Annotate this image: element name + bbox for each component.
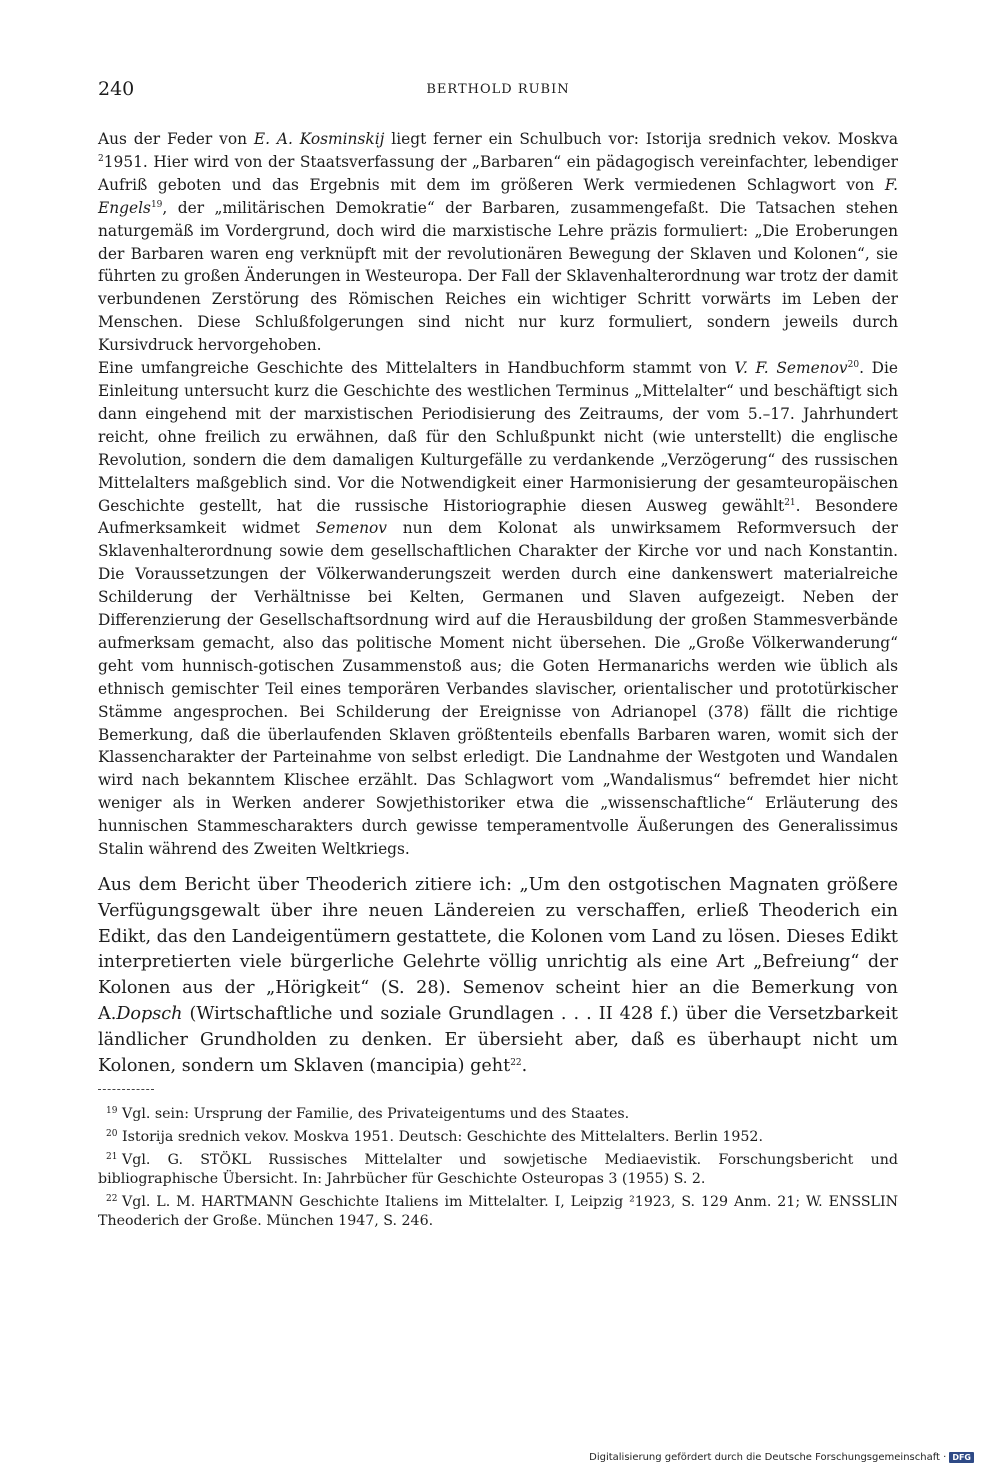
text-run: nun dem Kolonat als unwirksamem Reformversuch der Sklavenhalterordnung sowie dem gesellschaftlichen Charakter der Kirche vor und nach Konstantin. Die Voraussetzungen der Völkerwanderungszeit werden durch eine dankenswert materialreiche Schilderung der Verhältnisse bei Kelten, Germanen und Slaven aufgezeigt. Neben der Differenzierung der Gesellschaftsordnung wird auf die Herausbildung der großen Stammesverbände aufmerksam gemacht, also das politische Moment nicht übersehen. Die „Große Völkerwanderung“ geht vom hunnisch-gotischen Zusammenstoß aus; die Goten Hermanarichs werden wie üblich als ethnisch gemischter Teil eines temporären Verbandes slavischer, orientalischer und prototürkischer Stämme angesprochen. Bei Schilderung der Ereignisse von Adrianopel (378) fällt die richtige Bemerkung, daß die überlaufenden Sklaven größtenteils ebenfalls Barbaren waren, womit sich der Klassencharakter der Parteinahme von selbst erledigt. Die Landnahme der Westgoten und Wandalen wird nach bekanntem Klischee erzählt. Das Schlagwort vom „Wandalismus“ befremdet hier nicht weniger als in Werken anderer Sowjethistoriker etwa die „wissenschaftliche“ Erläuterung des hunnischen Stammescharakters durch gewisse temperamentvolle Äußerungen des Generalissimus Stalin während des Zweiten Weltkriegs.: [98, 519, 898, 859]
paragraph-3: [98, 873, 898, 1079]
text-run: .: [521, 1055, 528, 1076]
page-number: 240: [98, 78, 135, 100]
footnote-ref: 19: [150, 199, 163, 210]
footnote-text: Istorija srednich vekov. Moskva 1951. Deutsch: Geschichte des Mittelalters. Berlin 1952.: [122, 1128, 763, 1145]
text-run: Eine umfangreiche Geschichte des Mittelalters in Handbuchform stammt von: [98, 359, 735, 378]
text-run: Aus der Feder von: [98, 130, 254, 148]
footnote-number: 22: [106, 1193, 118, 1204]
digitization-credit: [589, 1452, 974, 1463]
text-run: . Besondere Aufmerksamkeit widmet: [98, 496, 898, 538]
footnote-ref: 20: [847, 360, 860, 371]
edition-mark: 2: [98, 153, 104, 164]
author-name: Semenov: [315, 519, 387, 538]
footnotes: [98, 1102, 898, 1232]
text-run: 1951. Hier wird von der Staatsverfassung der „Barbaren“ ein pädagogisch vereinfachter, lebendiger Aufriß geboten und das Ergebnis mit dem im größeren Werk vermiedenen Schlagwort von: [98, 152, 898, 194]
footnote: [98, 1102, 898, 1125]
footnote-text: Vgl. L. M. HARTMANN Geschichte Italiens im Mittelalter. I, Leipzig ²1923, S. 129 Anm. 21; W. ENSSLIN Theoderich der Große. München 1947, S. 246.: [98, 1193, 898, 1230]
author-name: Dopsch: [116, 1003, 183, 1024]
paragraph-2: [98, 357, 898, 861]
author-name: F. Engels: [98, 175, 898, 217]
footnote-text: Vgl. sein: Ursprung der Familie, des Privateigentums und des Staates.: [122, 1106, 630, 1123]
text-run: . Die Einleitung untersucht kurz die Geschichte des westlichen Terminus „Mittelalter“ und beschäftigt sich dann eingehend mit der marxistischen Periodisierung des Zeitraums, der vom 5.–17. Jahrhundert reicht, ohne freilich zu erwähnen, daß für den Schlußpunkt nicht (wie unterstellt) die englische Revolution, sondern die dem damaligen Kulturgefälle zu verdankende „Verzögerung“ des russischen Mittelalters maßgeblich sind. Vor die Notwendigkeit einer Harmonisierung der gesamteuropäischen Geschichte gestellt, hat die russische Historiographie diesen Ausweg gewählt: [98, 359, 899, 515]
text-run: (Wirtschaftliche und soziale Grundlagen . . . II 428 f.) über die Versetzbarkeit ländlicher Grundholden zu denken. Er übersieht aber, daß es überhaupt nicht um Kolonen, sondern um Sklaven (mancipia) geht: [98, 1003, 898, 1076]
dfg-logo-icon: DFG: [949, 1452, 974, 1463]
author-name: V. F. Semenov: [734, 359, 848, 378]
text-run: , der „militärischen Demokratie“ der Barbaren, zusammengefaßt. Die Tatsachen stehen naturgemäß im Vordergrund, doch wird die marxistische Lehre präzis formuliert: „Die Eroberungen der Barbaren waren eng verknüpft mit der revolutionären Bewegung der Sklaven und Kolonen“, sie führten zu großen Änderungen in Westeuropa. Der Fall der Sklavenhalterordnung war trotz der damit verbundenen Zerstörung des Römischen Reiches ein wichtiger Schritt vorwärts im Leben der Menschen. Diese Schlußfolgerungen sind nicht nur kurz formuliert, sondern jeweils durch Kursivdruck hervorgehoben.: [98, 198, 898, 355]
main-text: [98, 128, 898, 1232]
footnote-divider: [98, 1089, 154, 1090]
footnote-ref: 21: [784, 497, 796, 508]
text-run: liegt ferner ein Schulbuch vor: Istorija srednich vekov. Moskva: [384, 130, 899, 148]
running-head: BERTHOLD RUBIN: [426, 82, 570, 97]
credit-text: Digitalisierung gefördert durch die Deutsche Forschungsgemeinschaft ·: [589, 1452, 947, 1463]
footnote: [98, 1190, 898, 1232]
text-run: Aus dem Bericht über Theoderich zitiere ich: „Um den ostgotischen Magnaten größere Verfügungsgewalt über ihre neuen Ländereien zu verschaffen, erließ Theoderich ein Edikt, das den Landeigentümern gestattete, die Kolonen vom Land zu lösen. Dieses Edikt interpretierten viele bürgerliche Gelehrte völlig unrichtig als eine Art „Befreiung“ der Kolonen aus der „Hörigkeit“ (S. 28). Semenov scheint hier an die Bemerkung von A.: [98, 875, 898, 1024]
paragraph-1: [98, 128, 898, 357]
footnote-number: 21: [106, 1151, 118, 1162]
footnote: [98, 1148, 898, 1190]
footnote: [98, 1125, 898, 1148]
footnote-number: 19: [106, 1106, 118, 1117]
author-name: E. A. Kosminskij: [253, 130, 385, 148]
footnote-ref: 22: [510, 1057, 522, 1068]
page-header: [98, 78, 898, 104]
footnote-text: Vgl. G. STÖKL Russisches Mittelalter und sowjetische Mediaevistik. Forschungsbericht und bibliographische Übersicht. In: Jahrbücher für Geschichte Osteuropas 3 (1955) S. 2.: [98, 1151, 898, 1188]
footnote-number: 20: [106, 1128, 118, 1139]
